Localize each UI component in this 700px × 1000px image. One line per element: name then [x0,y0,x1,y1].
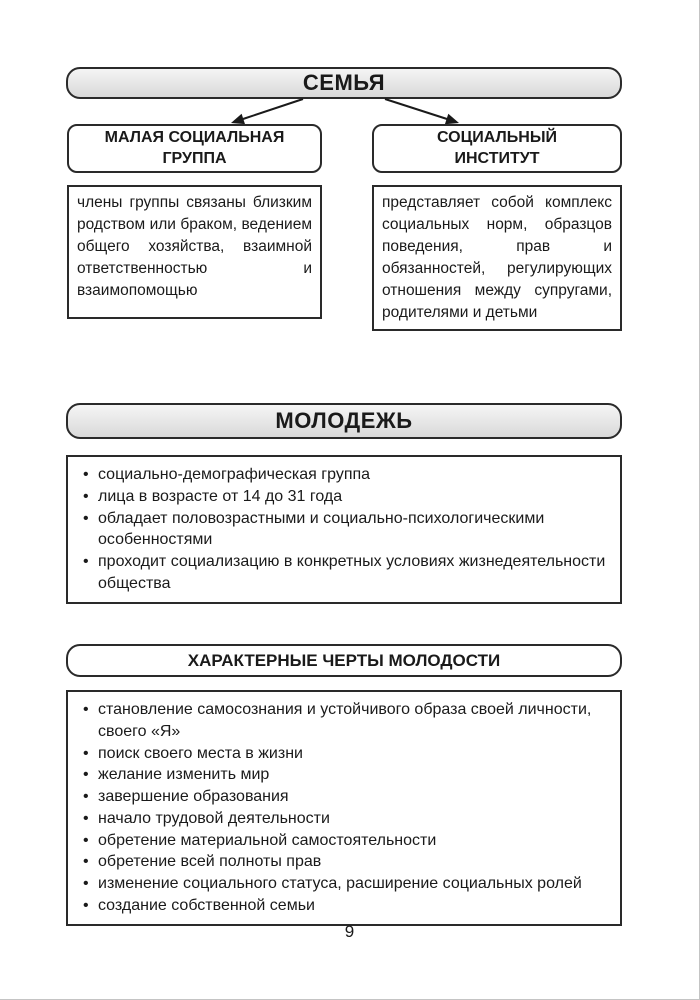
list-item: • начало трудовой деятельности [74,808,608,830]
small-group-description: члены группы связаны близким родством или браком, ведением общего хозяйства, взаимной ответственностью и взаимопомощью [77,194,312,299]
list-item: • поиск своего места в жизни [74,743,608,765]
list-item: • обретение материальной самостоятельности [74,830,608,852]
arrow-to-small-group-icon [231,99,303,124]
small-group-heading-box [67,124,322,173]
list-item: • изменение социального статуса, расширение социальных ролей [74,873,608,895]
family-branch-arrows [0,97,700,127]
social-institute-description-box [372,185,622,331]
youth-features-list [74,464,608,595]
youth-traits-title: ХАРАКТЕРНЫЕ ЧЕРТЫ МОЛОДОСТИ [187,650,501,670]
list-item: • проходит социализацию в конкретных условиях жизнедеятельности общества [74,551,608,595]
social-institute-description: представляет собой комплекс социальных норм, образцов поведения, прав и обязанностей, регулирующих отношения между супругами, родителями и детьми [382,194,612,321]
social-institute-heading: СОЦИАЛЬНЫЙ ИНСТИТУТ [437,128,557,167]
youth-traits-list [74,699,608,917]
small-group-heading: МАЛАЯ СОЦИАЛЬНАЯ ГРУППА [104,128,285,167]
list-item: • желание изменить мир [74,764,608,786]
youth-header [66,403,622,439]
youth-traits-header [66,644,622,677]
list-item: • становление самосознания и устойчивого образа своей личности, своего «Я» [74,699,608,743]
social-institute-heading-box [372,124,622,173]
family-title: СЕМЬЯ [302,70,386,95]
arrow-to-institute-icon [385,99,459,124]
youth-title: МОЛОДЕЖЬ [275,408,413,433]
small-group-description-box [67,185,322,319]
youth-features-box [66,455,622,604]
list-item: • лица в возрасте от 14 до 31 года [74,486,608,508]
list-item: • обладает половозрастными и социально-психологическими особенностями [74,508,608,552]
list-item: • социально-демографическая группа [74,464,608,486]
list-item: • завершение образования [74,786,608,808]
list-item: • обретение всей полноты прав [74,851,608,873]
page-number: 9 [344,922,355,941]
youth-traits-box [66,690,622,926]
list-item: • создание собственной семьи [74,895,608,917]
family-header [66,67,622,99]
